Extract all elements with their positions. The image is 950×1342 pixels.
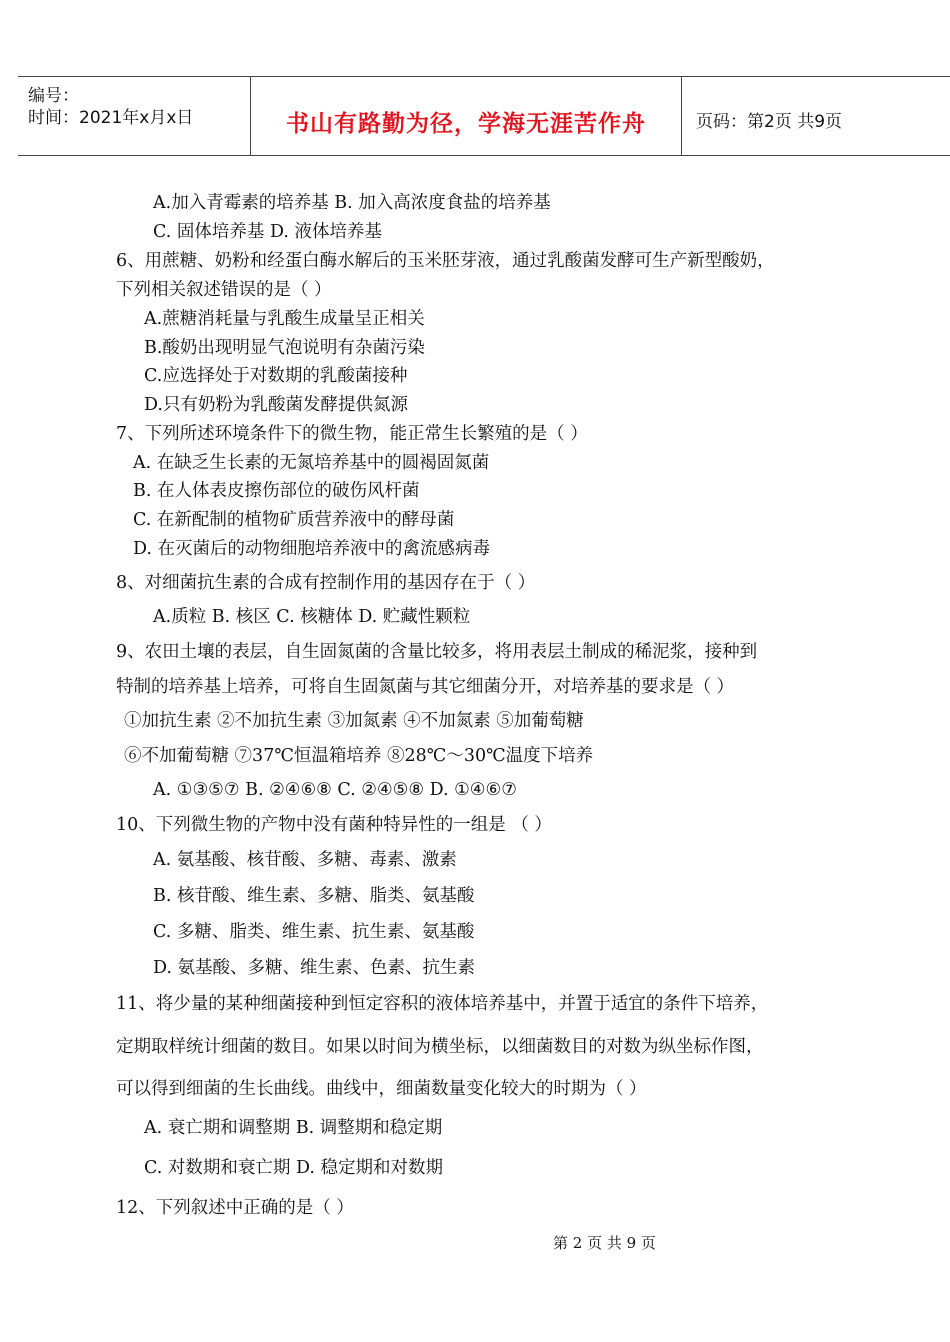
text-line: C. 多糖、脂类、维生素、抗生素、氨基酸 xyxy=(153,922,475,942)
text-line: A.质粒 B. 核区 C. 核糖体 D. 贮藏性颗粒 xyxy=(153,607,471,627)
text-line: ①加抗生素 ②不加抗生素 ③加氮素 ④不加氮素 ⑤加葡萄糖 xyxy=(124,711,584,731)
motto: 书山有路勤为径，学海无涯苦作舟 xyxy=(286,111,646,137)
text-line: 10、下列微生物的产物中没有菌种特异性的一组是 （ ） xyxy=(116,815,552,835)
serial-label: 编号： xyxy=(28,86,79,106)
text-line: C.应选择处于对数期的乳酸菌接种 xyxy=(144,366,408,386)
text-line: D.只有奶粉为乳酸菌发酵提供氮源 xyxy=(144,395,408,415)
text-line: 8、对细菌抗生素的合成有控制作用的基因存在于（ ） xyxy=(116,573,536,593)
text-line: A. 在缺乏生长素的无氮培养基中的圆褐固氮菌 xyxy=(133,453,490,473)
time-label: 时间：2021年x月x日 xyxy=(28,108,194,128)
text-line: A. 氨基酸、核苷酸、多糖、毒素、激素 xyxy=(153,850,457,870)
text-line: C. 对数期和衰亡期 D. 稳定期和对数期 xyxy=(144,1158,443,1178)
text-line: B. 核苷酸、维生素、多糖、脂类、氨基酸 xyxy=(153,886,475,906)
text-line: A. ①③⑤⑦ B. ②④⑥⑧ C. ②④⑤⑧ D. ①④⑥⑦ xyxy=(153,780,517,800)
text-line: 9、农田土壤的表层，自生固氮菌的含量比较多，将用表层土制成的稀泥浆，接种到 xyxy=(116,642,758,662)
text-line: C. 在新配制的植物矿质营养液中的酵母菌 xyxy=(133,510,455,530)
header-info-cell xyxy=(18,77,251,155)
page-footer: 第 2 页 共 9 页 xyxy=(553,1234,656,1252)
text-line: A. 衰亡期和调整期 B. 调整期和稳定期 xyxy=(144,1118,443,1138)
text-line: 12、下列叙述中正确的是（ ） xyxy=(116,1198,354,1218)
text-line: ⑥不加葡萄糖 ⑦37℃恒温箱培养 ⑧28℃～30℃温度下培养 xyxy=(124,746,594,766)
header-page-cell xyxy=(682,77,950,155)
text-line: 6、用蔗糖、奶粉和经蛋白酶水解后的玉米胚芽液，通过乳酸菌发酵可生产新型酸奶， xyxy=(116,251,775,271)
page-header xyxy=(18,76,950,156)
text-line: 下列相关叙述错误的是（ ） xyxy=(116,280,332,300)
text-line: 特制的培养基上培养，可将自生固氮菌与其它细菌分开，对培养基的要求是（ ） xyxy=(116,677,735,697)
header-motto-cell xyxy=(251,77,682,155)
text-line: 可以得到细菌的生长曲线。曲线中，细菌数量变化较大的时期为（ ） xyxy=(116,1079,647,1099)
text-line: B.酸奶出现明显气泡说明有杂菌污染 xyxy=(144,338,425,358)
text-line: D. 在灭菌后的动物细胞培养液中的禽流感病毒 xyxy=(133,539,491,559)
text-line: C. 固体培养基 D. 液体培养基 xyxy=(153,222,382,242)
text-line: D. 氨基酸、多糖、维生素、色素、抗生素 xyxy=(153,958,476,978)
text-line: 7、下列所述环境条件下的微生物，能正常生长繁殖的是（ ） xyxy=(116,424,588,444)
page-code: 页码：第2页 共9页 xyxy=(696,112,843,132)
text-line: 11、将少量的某种细菌接种到恒定容积的液体培养基中，并置于适宜的条件下培养， xyxy=(116,994,769,1014)
text-line: 定期取样统计细菌的数目。如果以时间为横坐标，以细菌数目的对数为纵坐标作图， xyxy=(116,1037,764,1057)
text-line: A.蔗糖消耗量与乳酸生成量呈正相关 xyxy=(144,309,425,329)
text-line: B. 在人体表皮擦伤部位的破伤风杆菌 xyxy=(133,481,420,501)
text-line: A.加入青霉素的培养基 B. 加入高浓度食盐的培养基 xyxy=(153,193,551,213)
